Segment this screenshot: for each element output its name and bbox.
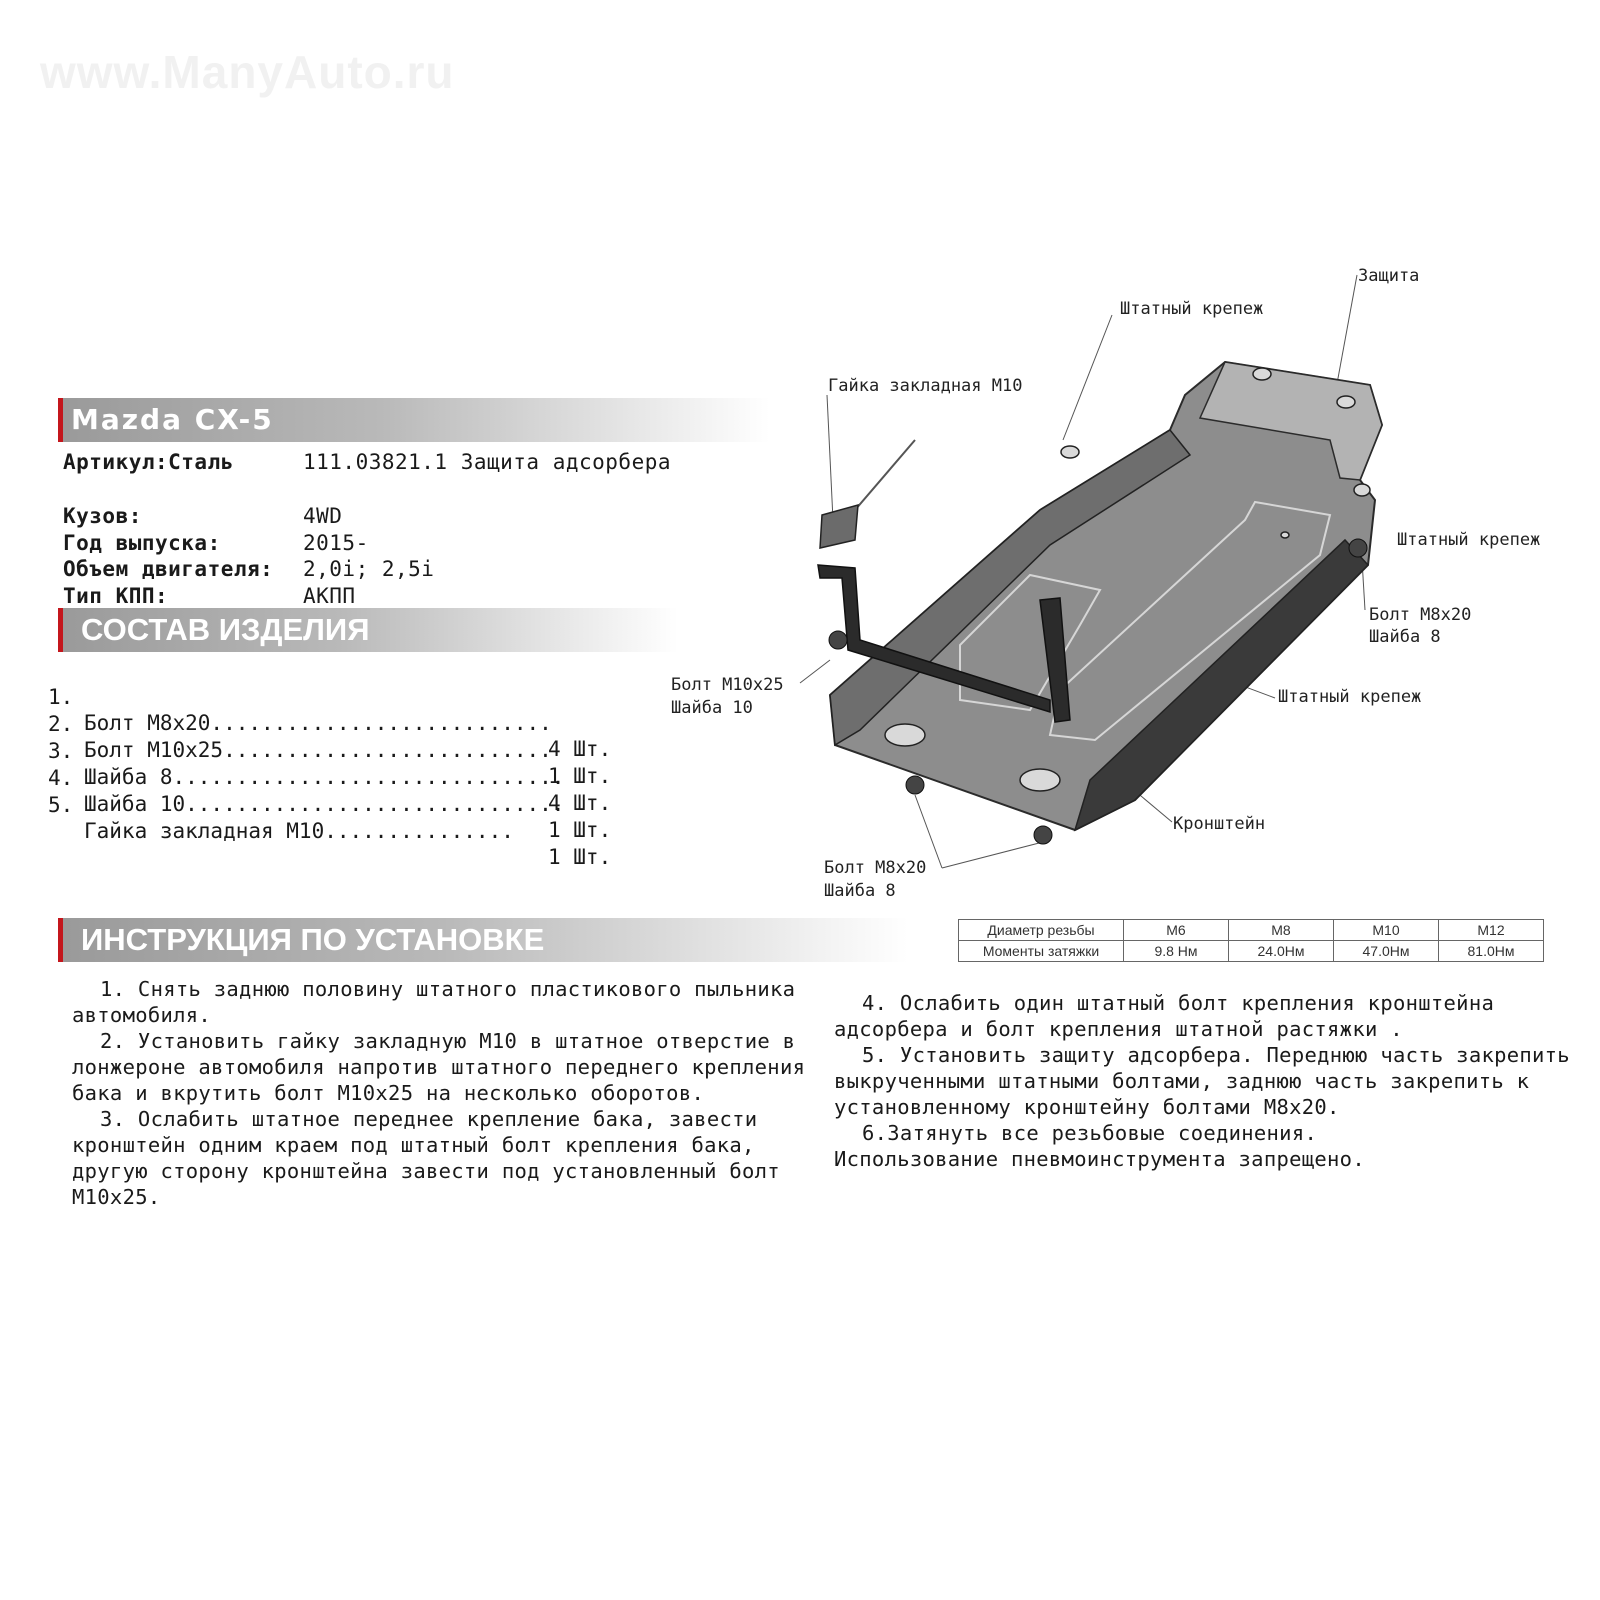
spec-label: Кузов: <box>63 504 142 528</box>
table-cell: 9.8 Нм <box>1124 941 1229 962</box>
callout-washer-10: Шайба 10 <box>671 698 753 718</box>
callout-embedded-nut: Гайка закладная М10 <box>828 376 1023 396</box>
item-quantity: 1 Шт. <box>548 764 612 788</box>
callout-bolt-m8: Болт М8х20 <box>824 858 927 878</box>
table-cell: М6 <box>1124 920 1229 941</box>
instruction-warning: Использование пневмоинструмента запрещено. <box>834 1147 1365 1171</box>
article-label: Артикул:Сталь <box>63 450 234 474</box>
article-value: 111.03821.1 Защита адсорбера <box>303 450 672 474</box>
instruction-step: 4. Ослабить один штатный болт крепления кронштейна адсорбера и болт крепления штатной растяжки . <box>834 991 1495 1041</box>
table-cell: М10 <box>1334 920 1439 941</box>
callout-washer-8: Шайба 8 <box>824 881 896 901</box>
embedded-nut <box>820 440 915 548</box>
instructions-right <box>834 990 1574 1172</box>
callout-standard-fastener: Штатный крепеж <box>1397 530 1541 550</box>
model-title: Mazda CX-5 <box>58 398 770 442</box>
spec-value: АКПП <box>303 584 356 608</box>
spec-value: 4WD <box>303 504 343 528</box>
table-cell: 81.0Нм <box>1439 941 1544 962</box>
item-name: Болт М8х20........................... <box>84 711 552 735</box>
item-quantity: 1 Шт. <box>548 818 612 842</box>
instruction-step: 2. Установить гайку закладную М10 в штатное отверстие в лонжероне автомобиля напротив штатного переднего крепления бака и вкрутить болт М10х25 на несколько оборотов. <box>72 1029 806 1105</box>
table-header-cell: Диаметр резьбы <box>959 920 1124 941</box>
item-number: 5. <box>48 793 74 817</box>
table-cell: М12 <box>1439 920 1544 941</box>
composition-title: СОСТАВ ИЗДЕЛИЯ <box>58 608 678 652</box>
spec-label: Объем двигателя: <box>63 557 274 581</box>
table-row <box>959 941 1544 962</box>
table-cell: 47.0Нм <box>1334 941 1439 962</box>
item-quantity: 1 Шт. <box>548 845 612 869</box>
callout-washer-8: Шайба 8 <box>1369 627 1441 647</box>
item-number: 3. <box>48 739 74 763</box>
instruction-step: 5. Установить защиту адсорбера. Переднюю часть закрепить выкрученными штатными болтами, заднюю часть закрепить к установленному кронштейну болтами М8х20. <box>834 1043 1570 1119</box>
spec-value: 2,0i; 2,5i <box>303 557 435 581</box>
item-quantity: 4 Шт. <box>548 791 612 815</box>
spec-value: 2015- <box>303 531 369 555</box>
spec-label: Год выпуска: <box>63 531 221 555</box>
instruction-step: 3. Ослабить штатное переднее крепление бака, завести кронштейн одним краем под штатный болт крепления бака, другую сторону кронштейна завести под установленный болт М10х25. <box>72 1107 780 1209</box>
item-number: 4. <box>48 766 74 790</box>
item-name: Шайба 10.............................. <box>84 792 565 816</box>
item-name: Гайка закладная М10............... <box>84 819 514 843</box>
callout-standard-fastener: Штатный крепеж <box>1120 299 1264 319</box>
instructions-title: ИНСТРУКЦИЯ ПО УСТАНОВКЕ <box>58 918 908 962</box>
callout-bolt-m8: Болт М8х20 <box>1369 605 1472 625</box>
instructions-left <box>72 976 812 1210</box>
item-name: Шайба 8............................... <box>84 765 565 789</box>
assembly-drawing <box>640 255 1580 895</box>
instruction-step: 6.Затянуть все резьбовые соединения. <box>862 1121 1318 1145</box>
table-header-cell: Моменты затяжки <box>959 941 1124 962</box>
callout-bolt-m10: Болт М10х25 <box>671 675 784 695</box>
item-name: Болт М10х25.......................... <box>84 738 552 762</box>
item-number: 1. <box>48 685 74 709</box>
watermark: www.ManyAuto.ru <box>40 46 455 98</box>
table-row <box>959 920 1544 941</box>
item-quantity: 4 Шт. <box>548 737 612 761</box>
callout-shield: Защита <box>1358 266 1420 286</box>
instruction-step: 1. Снять заднюю половину штатного пластикового пыльника автомобиля. <box>72 977 796 1027</box>
table-cell: 24.0Нм <box>1229 941 1334 962</box>
item-number: 2. <box>48 712 74 736</box>
callout-bracket: Кронштейн <box>1173 814 1266 834</box>
torque-table <box>958 919 1544 962</box>
table-cell: М8 <box>1229 920 1334 941</box>
spec-label: Тип КПП: <box>63 584 169 608</box>
callout-standard-fastener: Штатный крепеж <box>1278 687 1422 707</box>
